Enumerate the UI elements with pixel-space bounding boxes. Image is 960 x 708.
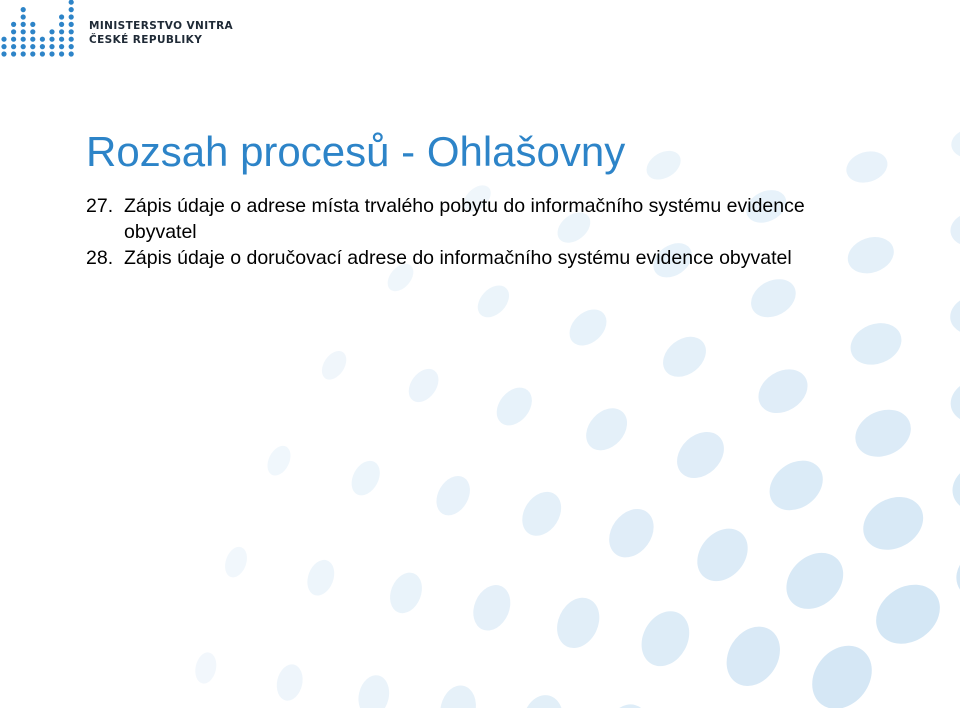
background-dot [562,302,613,353]
background-dot [947,456,960,519]
background-dot [317,346,351,384]
logo-dot [30,44,35,49]
background-dot [346,456,386,500]
logo-line-1: MINISTERSTVO VNITRA [89,20,234,32]
logo-dot [21,14,26,19]
background-dot [303,556,339,599]
logo-dot [11,51,16,56]
logo-dot [49,29,54,34]
logo-dot [69,44,74,49]
background-dot [430,470,477,521]
logo-dot [49,51,54,56]
logo-dot [40,51,45,56]
logo-dot [40,37,45,42]
logo-dot [11,29,16,34]
logo-dot-grid [1,0,73,57]
logo-dot [21,51,26,56]
process-item-number: 27. [86,195,114,217]
ministry-logo-wordmark [89,19,233,47]
logo-dot [49,37,54,42]
background-dot [949,538,960,610]
background-dot [273,662,306,703]
logo-dot [21,37,26,42]
background-dot [750,360,815,422]
logo-dot [59,29,64,34]
logo-line-2: ČESKÉ REPUBLIKY [89,34,203,46]
process-item-number: 28. [86,247,114,269]
background-dot [843,231,899,279]
background-dot [221,544,251,581]
logo-dot [59,22,64,27]
logo-dot [30,37,35,42]
logo-dot [69,29,74,34]
background-dot [489,381,539,433]
process-item-27 [86,193,846,245]
background-dot [844,316,907,372]
background-dot [947,290,960,339]
background-dot [384,568,427,618]
background-dot [632,603,698,675]
background-dot [517,691,568,708]
logo-dot [69,37,74,42]
logo-dot [30,22,35,27]
logo-dot [69,51,74,56]
background-dot [436,682,481,708]
logo-dot [69,0,74,5]
logo-dot [11,22,16,27]
background-dot [578,400,636,458]
logo-dot [40,44,45,49]
logo-dot [1,44,6,49]
background-dot [687,519,758,592]
background-dot [467,579,518,636]
background-dot [403,363,445,408]
background-dot [854,487,933,560]
process-item-28 [86,245,846,271]
background-dot [514,485,569,544]
background-dot [600,500,663,566]
process-item-text: Zápis údaje o adrese místa trvalého pobytu do informačního systému evidence obyvatel [124,195,805,243]
logo-dot [1,51,6,56]
background-dot [655,329,714,386]
logo-dot [21,7,26,12]
logo-dot [11,44,16,49]
logo-dot [59,37,64,42]
background-dot [549,591,607,655]
logo-dot [21,44,26,49]
logo-dot [69,14,74,19]
logo-dot [59,44,64,49]
background-dot [948,208,960,250]
logo-dot [1,37,6,42]
background-dot [744,272,802,325]
background-dot [800,634,884,708]
logo-dot [59,14,64,19]
ministry-logo [0,0,234,60]
logo-dot [59,51,64,56]
background-dot [865,573,952,656]
background-dot [668,423,733,488]
background-dot [760,450,833,520]
background-dot [641,145,686,186]
logo-dot [21,29,26,34]
logo-dot [69,7,74,12]
logo-dot [49,44,54,49]
logo-dot [69,22,74,27]
background-dot [775,541,854,620]
logo-dot [30,51,35,56]
slide-title: Rozsah procesů - Ohlašovny [86,128,626,175]
background-dot [192,650,219,685]
logo-dot [30,29,35,34]
logo-dot [21,22,26,27]
ministry-logo-icon [0,0,80,60]
background-dot [472,279,516,323]
background-dot [263,442,295,479]
background-dot [716,617,791,696]
background-dot [842,146,891,187]
background-dot [946,373,960,429]
background-dot [949,125,960,161]
process-item-text: Zápis údaje o doručovací adrese do informačního systému evidence obyvatel [124,247,792,269]
background-dot [354,672,393,708]
logo-dot [11,37,16,42]
process-list [86,193,846,271]
background-dot [598,699,656,708]
background-dot [848,401,919,465]
